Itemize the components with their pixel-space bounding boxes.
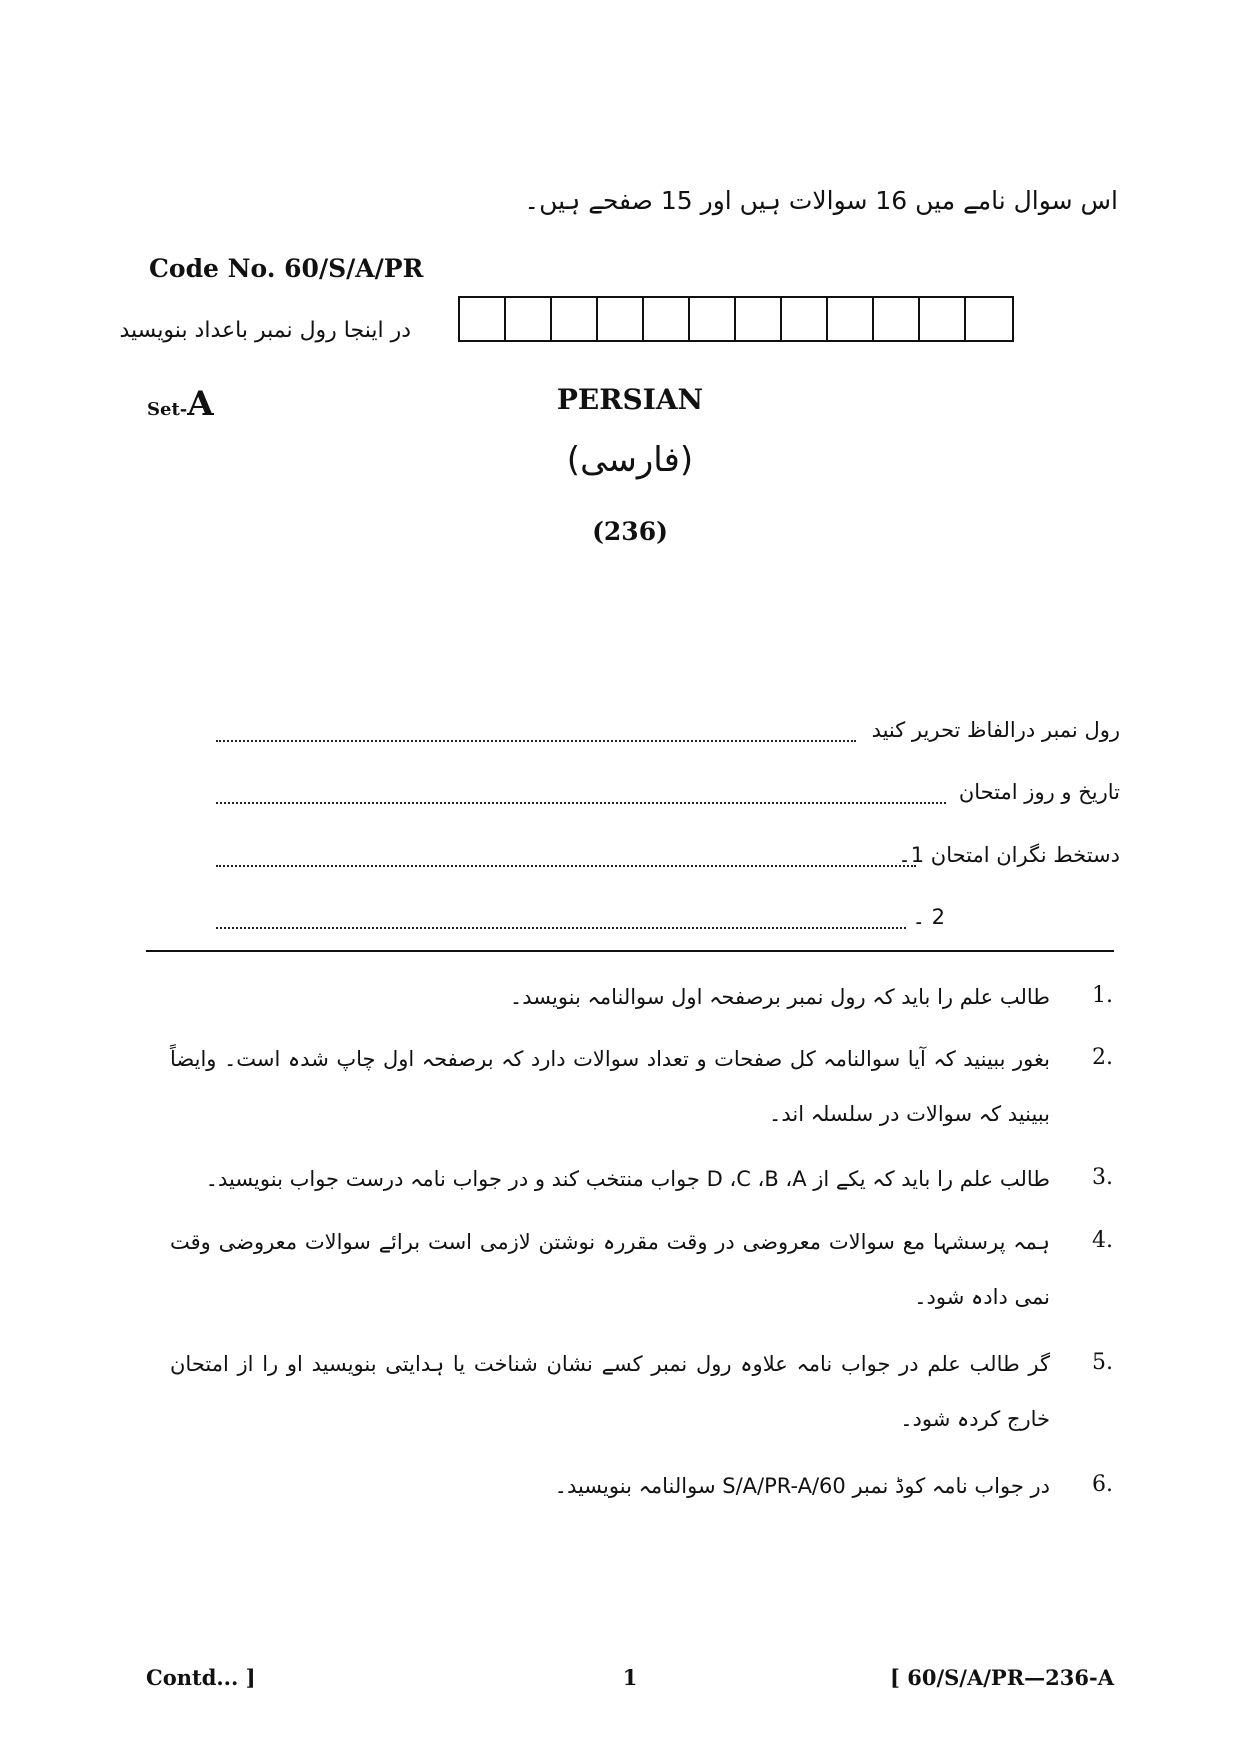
instruction-number: 5. xyxy=(1092,1350,1113,1375)
field-label-exam-date: تاریخ و روز امتحان xyxy=(958,780,1120,804)
set-prefix: Set- xyxy=(147,399,188,420)
instruction-number: 6. xyxy=(1092,1472,1113,1497)
roll-number-box[interactable] xyxy=(598,298,644,340)
instruction-item: طالب علم را باید کہ یکے از D ،C ،B ،A جواب منتخب کند و در جواب نامہ درست جواب بنویسید۔ xyxy=(205,1167,1050,1191)
subject-code: (236) xyxy=(592,517,668,546)
roll-number-box[interactable] xyxy=(460,298,506,340)
subject-title-persian: (فارسی) xyxy=(566,440,694,480)
footer-paper-code: [ 60/S/A/PR—236-A xyxy=(889,1665,1114,1690)
roll-number-box[interactable] xyxy=(644,298,690,340)
roll-number-box[interactable] xyxy=(552,298,598,340)
roll-number-box[interactable] xyxy=(782,298,828,340)
field-line-invigilator-2[interactable] xyxy=(216,927,906,929)
roll-number-box[interactable] xyxy=(690,298,736,340)
roll-number-box[interactable] xyxy=(966,298,1012,340)
roll-number-box[interactable] xyxy=(920,298,966,340)
subject-title-english: PERSIAN xyxy=(556,383,704,416)
field-line-roll-words[interactable] xyxy=(216,740,856,742)
field-label-roll-words: رول نمبر درالفاظ تحریر کنید xyxy=(871,718,1120,742)
section-divider xyxy=(146,950,1114,952)
footer-continued: Contd... ] xyxy=(146,1665,256,1690)
question-count-note: اس سوال نامے میں 16 سوالات ہیں اور 15 صفحے ہیں۔ xyxy=(524,186,1118,215)
instruction-item: ہمہ پرسشہا مع سوالات معروضی در وقت مقررہ نوشتن لازمی است برائے سوالات معروضی وقت نمی دادہ شود۔ xyxy=(170,1230,1050,1309)
roll-number-label: در اینجا رول نمبر باعداد بنویسید xyxy=(119,318,411,343)
field-label-invigilator-1: دستخط نگران امتحان 1۔ xyxy=(898,843,1120,867)
roll-number-box[interactable] xyxy=(874,298,920,340)
instruction-number: 4. xyxy=(1092,1228,1113,1253)
roll-number-box[interactable] xyxy=(506,298,552,340)
field-line-exam-date[interactable] xyxy=(216,802,946,804)
instruction-item: بغور ببینید کہ آیا سوالنامہ کل صفحات و تعداد سوالات دارد کہ برصفحہ اول چاپ شدہ است۔ وایضاً ببینید کہ سوالات در سلسلہ اند۔ xyxy=(170,1047,1050,1126)
instruction-number: 1. xyxy=(1092,983,1113,1008)
roll-number-box[interactable] xyxy=(828,298,874,340)
instruction-item: گر طالب علم در جواب نامہ علاوہ رول نمبر کسے نشان شناخت یا ہدایتی بنویسید او را از امتحان خارج کردہ شود۔ xyxy=(170,1352,1050,1431)
instruction-number: 3. xyxy=(1092,1165,1113,1190)
set-letter: A xyxy=(187,384,214,424)
code-number: Code No. 60/S/A/PR xyxy=(149,254,424,283)
instruction-item: طالب علم را باید کہ رول نمبر برصفحہ اول سوالنامہ بنویسد۔ xyxy=(509,985,1050,1009)
field-line-invigilator-1[interactable] xyxy=(216,865,916,867)
field-label-invigilator-2: 2 ۔ xyxy=(912,905,945,929)
roll-number-boxes[interactable] xyxy=(458,296,1014,342)
instruction-number: 2. xyxy=(1092,1045,1113,1070)
set-label xyxy=(147,384,214,424)
instruction-item: در جواب نامہ کوڈ نمبر 60/S/A/PR-A سوالنامہ بنویسید۔ xyxy=(554,1474,1050,1498)
roll-number-box[interactable] xyxy=(736,298,782,340)
page-number: 1 xyxy=(622,1665,638,1690)
